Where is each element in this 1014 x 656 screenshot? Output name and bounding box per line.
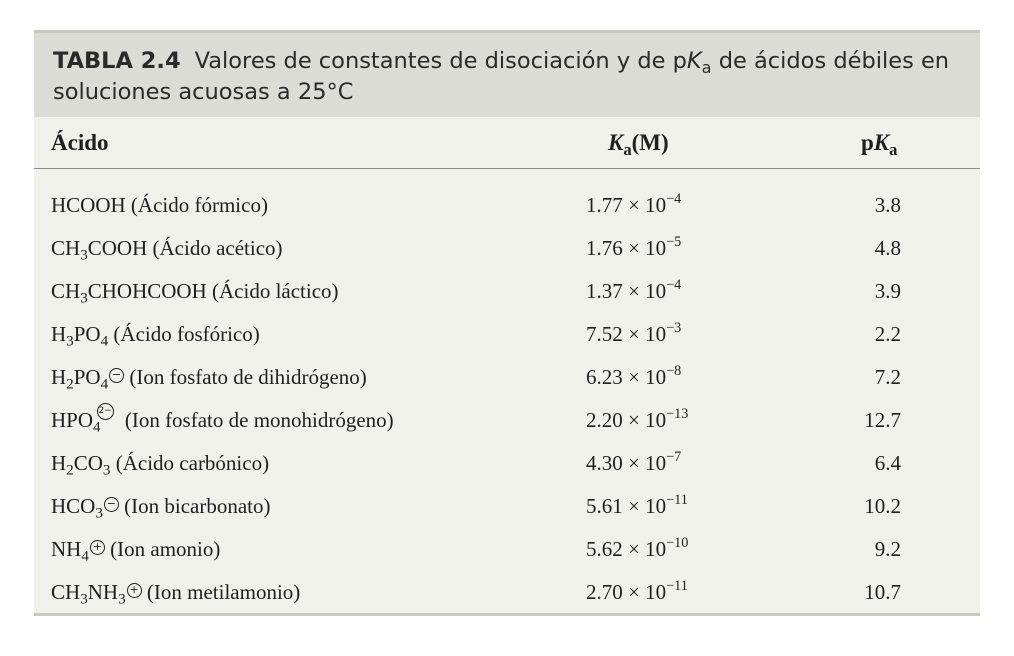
cell-ka bbox=[586, 494, 688, 519]
charge-icon: + bbox=[127, 583, 142, 598]
formula-subscript: 4 bbox=[100, 376, 109, 393]
ka-mantissa: 2.20 × 10 bbox=[586, 408, 667, 432]
cell-pka: 10.7 bbox=[864, 580, 901, 604]
caption-k-subscript: a bbox=[701, 57, 712, 77]
formula-text: CH bbox=[51, 236, 81, 260]
formula-text: H bbox=[51, 451, 67, 475]
cell-acid bbox=[51, 494, 271, 522]
header-pka-symbol: K bbox=[873, 130, 890, 155]
formula-text: CH bbox=[51, 279, 81, 303]
table-row bbox=[34, 185, 980, 228]
header-ka bbox=[608, 130, 669, 159]
cell-pka: 4.8 bbox=[874, 236, 901, 260]
formula-text: COOH (Ácido acético) bbox=[87, 236, 283, 260]
cell-pka: 12.7 bbox=[864, 408, 901, 432]
ka-exponent: −5 bbox=[666, 234, 682, 251]
header-acid: Ácido bbox=[51, 130, 109, 155]
cell-ka bbox=[586, 537, 688, 562]
cell-acid bbox=[51, 365, 367, 393]
formula-text: HCO bbox=[51, 494, 96, 518]
charge-icon: + bbox=[90, 540, 105, 555]
formula-text: H bbox=[51, 365, 67, 389]
cell-pka: 10.2 bbox=[864, 494, 901, 518]
cell-ka bbox=[586, 408, 688, 433]
caption-text bbox=[53, 46, 968, 108]
formula-subscript: 3 bbox=[118, 591, 126, 608]
ka-exponent: −3 bbox=[666, 320, 682, 337]
cell-acid bbox=[51, 236, 283, 264]
header-ka-subscript: a bbox=[623, 139, 632, 159]
ka-mantissa: 1.37 × 10 bbox=[586, 279, 667, 303]
formula-text: CO bbox=[73, 451, 103, 475]
cell-pka: 9.2 bbox=[874, 537, 901, 561]
formula-text: H bbox=[51, 322, 67, 346]
header-pka-p: p bbox=[861, 130, 874, 155]
data-table bbox=[34, 30, 980, 616]
table-body bbox=[34, 185, 980, 615]
cell-pka: 2.2 bbox=[874, 322, 901, 346]
formula-subscript: 3 bbox=[102, 462, 111, 479]
charge-icon: − bbox=[104, 497, 119, 512]
header-pka-subscript: a bbox=[889, 139, 898, 159]
formula-text: PO bbox=[73, 322, 101, 346]
table-row bbox=[34, 529, 980, 572]
cell-ka bbox=[586, 193, 681, 218]
cell-acid bbox=[51, 537, 221, 565]
table-row bbox=[34, 314, 980, 357]
ka-mantissa: 7.52 × 10 bbox=[586, 322, 667, 346]
cell-pka: 7.2 bbox=[874, 365, 901, 389]
formula-text: HCOOH (Ácido fórmico) bbox=[51, 193, 268, 217]
caption-k-symbol: K bbox=[686, 48, 702, 74]
formula-subscript: 4 bbox=[93, 419, 101, 436]
table-row bbox=[34, 486, 980, 529]
cell-acid bbox=[51, 580, 301, 608]
header-pka bbox=[861, 130, 898, 159]
cell-acid bbox=[51, 193, 268, 218]
cell-ka bbox=[586, 236, 681, 261]
cell-pka: 3.8 bbox=[874, 193, 901, 217]
ka-mantissa: 1.76 × 10 bbox=[586, 236, 667, 260]
cell-ka bbox=[586, 365, 681, 390]
ka-mantissa: 2.70 × 10 bbox=[586, 580, 667, 604]
cell-ka bbox=[586, 322, 681, 347]
formula-text: (Ion fosfato de monohidrógeno) bbox=[119, 408, 394, 432]
ka-exponent: −10 bbox=[666, 535, 689, 552]
ka-exponent: −4 bbox=[666, 277, 682, 294]
cell-pka: 3.9 bbox=[874, 279, 901, 303]
table-row bbox=[34, 400, 980, 443]
table-number: TABLA 2.4 bbox=[53, 48, 181, 74]
formula-text: HPO bbox=[51, 408, 94, 432]
table-row bbox=[34, 271, 980, 314]
ka-exponent: −8 bbox=[666, 363, 682, 380]
table-header-row bbox=[34, 117, 980, 169]
table-row bbox=[34, 357, 980, 400]
formula-subscript: 3 bbox=[80, 247, 88, 264]
formula-subscript: 3 bbox=[80, 591, 88, 608]
cell-acid bbox=[51, 406, 394, 436]
ka-mantissa: 6.23 × 10 bbox=[586, 365, 667, 389]
formula-text: (Ion fosfato de dihidrógeno) bbox=[124, 365, 367, 389]
bottom-rule bbox=[34, 613, 980, 616]
ka-mantissa: 5.61 × 10 bbox=[586, 494, 667, 518]
charge-icon: − bbox=[109, 368, 124, 383]
cell-pka: 6.4 bbox=[874, 451, 901, 475]
ka-exponent: −11 bbox=[666, 578, 688, 595]
formula-text: PO bbox=[73, 365, 101, 389]
ka-exponent: −11 bbox=[666, 492, 688, 509]
formula-text: (Ion metilamonio) bbox=[141, 580, 301, 604]
cell-ka bbox=[586, 451, 681, 476]
header-ka-unit: (M) bbox=[631, 130, 669, 155]
cell-ka bbox=[586, 580, 688, 605]
ka-mantissa: 1.77 × 10 bbox=[586, 193, 667, 217]
formula-subscript: 3 bbox=[95, 505, 103, 522]
formula-subscript: 3 bbox=[66, 333, 74, 350]
formula-text: (Ácido fosfórico) bbox=[108, 322, 260, 346]
table-row bbox=[34, 443, 980, 486]
caption-title-start: Valores de constantes de disociación y de p bbox=[194, 48, 687, 74]
table-caption bbox=[34, 30, 980, 117]
cell-acid bbox=[51, 451, 270, 479]
ka-mantissa: 5.62 × 10 bbox=[586, 537, 667, 561]
formula-subscript: 3 bbox=[80, 290, 88, 307]
charge-icon: 2− bbox=[97, 403, 114, 420]
formula-text: CHOHCOOH (Ácido láctico) bbox=[87, 279, 339, 303]
formula-text: CH bbox=[51, 580, 81, 604]
ka-mantissa: 4.30 × 10 bbox=[586, 451, 667, 475]
formula-subscript: 4 bbox=[100, 333, 109, 350]
formula-text: (Ion amonio) bbox=[104, 537, 221, 561]
formula-subscript: 2 bbox=[66, 462, 74, 479]
cell-acid bbox=[51, 279, 339, 307]
formula-text: NH bbox=[87, 580, 119, 604]
formula-subscript: 2 bbox=[66, 376, 74, 393]
ka-exponent: −7 bbox=[666, 449, 682, 466]
formula-text: (Ácido carbónico) bbox=[110, 451, 270, 475]
formula-text: (Ion bicarbonato) bbox=[118, 494, 271, 518]
ka-exponent: −4 bbox=[666, 191, 682, 208]
formula-subscript: 4 bbox=[81, 548, 89, 565]
table-row bbox=[34, 228, 980, 271]
formula-text: NH bbox=[51, 537, 82, 561]
caption-title-end: de ácidos débiles en soluciones acuosas a 25°C bbox=[53, 48, 950, 105]
header-ka-symbol: K bbox=[608, 130, 624, 155]
ka-exponent: −13 bbox=[666, 406, 689, 423]
cell-ka bbox=[586, 279, 681, 304]
table-row bbox=[34, 572, 980, 615]
cell-acid bbox=[51, 322, 260, 350]
